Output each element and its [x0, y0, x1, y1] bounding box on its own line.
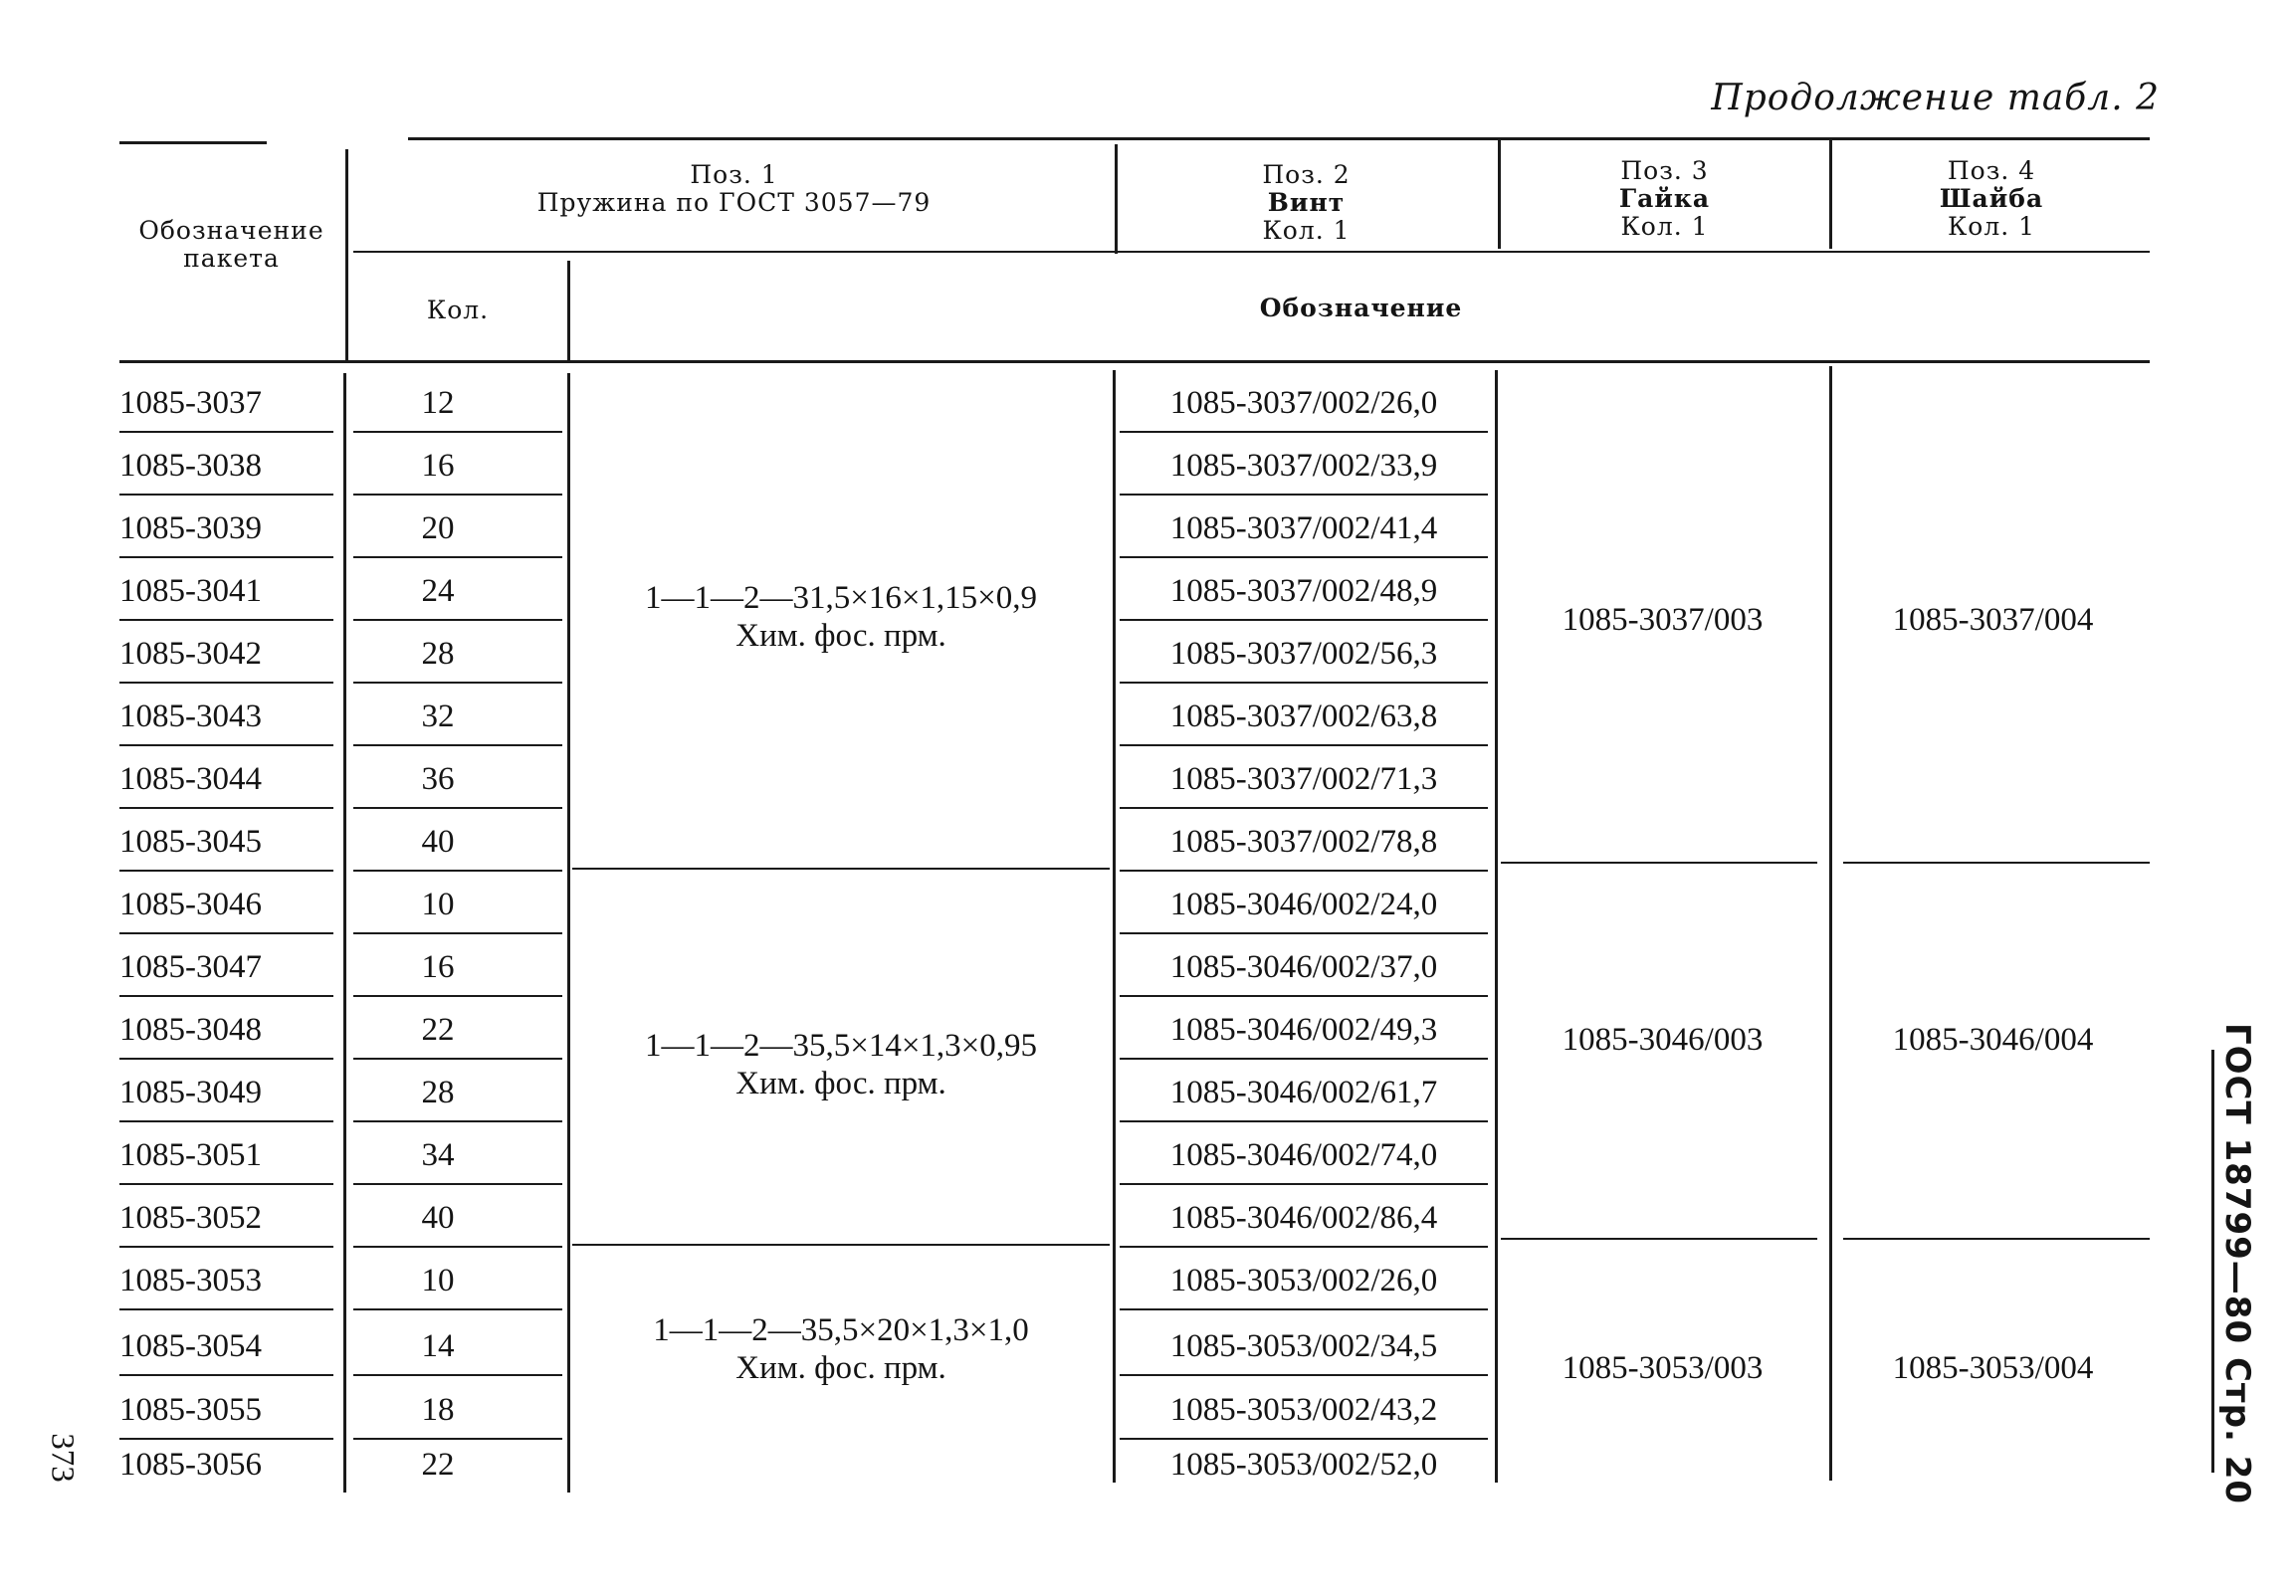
header-pos4 [1833, 157, 2150, 241]
header-pos2-line-3: Кол. 1 [1262, 216, 1351, 245]
row-qty: 22 [421, 1447, 455, 1483]
group-nut-designation: 1085-3046/003 [1562, 1022, 1764, 1058]
row-screw-designation: 1085-3037/002/63,8 [1169, 698, 1438, 734]
row-designation: 1085-3038 [119, 448, 262, 484]
row-screw-designation: 1085-3053/002/43,2 [1169, 1392, 1438, 1428]
group-separator-1-nut [1501, 862, 1817, 864]
table-caption: Продолжение табл. 2 [1711, 78, 2160, 118]
header-top-rule-left [119, 141, 267, 144]
header-package-line-2: пакета [183, 244, 280, 273]
row-screw-designation: 1085-3037/002/41,4 [1169, 510, 1438, 546]
header-vline-2 [1115, 144, 1118, 254]
row-rule [353, 556, 562, 558]
group-separator-1-spring [572, 868, 1110, 870]
row-qty: 28 [421, 1075, 455, 1110]
row-rule [1120, 1374, 1488, 1376]
header-pos3 [1503, 157, 1826, 241]
row-qty: 20 [421, 510, 455, 546]
group-washer-designation: 1085-3037/004 [1892, 602, 2094, 638]
body-vline-3 [1113, 370, 1116, 1483]
row-rule [353, 1374, 562, 1376]
row-rule [119, 682, 333, 684]
row-rule [119, 807, 333, 809]
row-rule [119, 1183, 333, 1185]
header-designation-label: Обозначение [1259, 294, 1463, 322]
row-qty: 10 [421, 1263, 455, 1298]
group-separator-1-washer [1843, 862, 2150, 864]
header-qty-label: Кол. [426, 296, 490, 324]
group-separator-2-nut [1501, 1238, 1817, 1240]
row-designation: 1085-3041 [119, 573, 262, 609]
row-rule [1120, 1308, 1488, 1310]
header-pos4-line-1: Поз. 4 [1947, 156, 2036, 185]
row-screw-designation: 1085-3046/002/24,0 [1169, 887, 1438, 922]
row-rule [1120, 995, 1488, 997]
side-label: ГОСТ 18799—80 Стр. 20 [2217, 1022, 2257, 1505]
row-screw-designation: 1085-3053/002/52,0 [1169, 1447, 1438, 1483]
group-washer-designation: 1085-3046/004 [1892, 1022, 2094, 1058]
header-bottom-rule [119, 360, 2150, 363]
row-rule [119, 494, 333, 496]
header-pos3-line-1: Поз. 3 [1620, 156, 1709, 185]
row-rule [353, 744, 562, 746]
group-nut-designation: 1085-3037/003 [1562, 602, 1764, 638]
row-qty: 28 [421, 636, 455, 672]
row-qty: 14 [421, 1328, 455, 1364]
row-rule [119, 1058, 333, 1060]
row-designation: 1085-3053 [119, 1263, 262, 1298]
row-rule [119, 744, 333, 746]
row-qty: 40 [421, 1200, 455, 1236]
row-rule [1120, 1183, 1488, 1185]
row-rule [353, 494, 562, 496]
row-qty: 12 [421, 385, 455, 421]
row-designation: 1085-3039 [119, 510, 262, 546]
row-rule [353, 995, 562, 997]
row-qty: 16 [421, 448, 455, 484]
header-vline-3 [1498, 139, 1501, 249]
group-spring-line: Хим. фос. прм. [735, 618, 946, 654]
row-screw-designation: 1085-3053/002/26,0 [1169, 1263, 1438, 1298]
header-qty [348, 297, 567, 324]
group-spring [572, 579, 1110, 655]
row-rule [1120, 682, 1488, 684]
header-pos1-line-1: Поз. 1 [690, 160, 778, 189]
row-screw-designation: 1085-3037/002/78,8 [1169, 824, 1438, 860]
row-rule [353, 682, 562, 684]
row-designation: 1085-3044 [119, 761, 262, 797]
page-number: 373 [44, 1433, 81, 1483]
row-rule [1120, 1246, 1488, 1248]
group-spring [572, 1311, 1110, 1387]
header-pos3-line-3: Кол. 1 [1620, 212, 1709, 241]
header-mid-rule [353, 251, 2150, 253]
row-rule [1120, 932, 1488, 934]
row-rule [119, 995, 333, 997]
row-qty: 16 [421, 949, 455, 985]
row-rule [353, 1183, 562, 1185]
row-rule [1120, 431, 1488, 433]
row-rule [353, 431, 562, 433]
header-vline-1 [345, 149, 348, 360]
row-screw-designation: 1085-3037/002/56,3 [1169, 636, 1438, 672]
row-rule [1120, 744, 1488, 746]
row-rule [353, 932, 562, 934]
row-rule [119, 1374, 333, 1376]
row-qty: 36 [421, 761, 455, 797]
row-rule [119, 619, 333, 621]
group-nut-designation: 1085-3053/003 [1562, 1350, 1764, 1386]
row-designation: 1085-3046 [119, 887, 262, 922]
row-designation: 1085-3037 [119, 385, 262, 421]
row-screw-designation: 1085-3046/002/86,4 [1169, 1200, 1438, 1236]
row-rule [119, 556, 333, 558]
row-designation: 1085-3048 [119, 1012, 262, 1048]
row-rule [1120, 556, 1488, 558]
row-screw-designation: 1085-3046/002/61,7 [1169, 1075, 1438, 1110]
row-designation: 1085-3051 [119, 1137, 262, 1173]
row-screw-designation: 1085-3046/002/37,0 [1169, 949, 1438, 985]
group-washer-designation: 1085-3053/004 [1892, 1350, 2094, 1386]
row-screw-designation: 1085-3037/002/48,9 [1169, 573, 1438, 609]
group-separator-2-spring [572, 1244, 1110, 1246]
row-qty: 24 [421, 573, 455, 609]
header-pos2-line-1: Поз. 2 [1262, 160, 1351, 189]
group-spring-line: 1—1—2—35,5×14×1,3×0,95 [644, 1028, 1038, 1064]
row-qty: 32 [421, 698, 455, 734]
row-designation: 1085-3045 [119, 824, 262, 860]
row-designation: 1085-3056 [119, 1447, 262, 1483]
header-package-line-1: Обозначение [138, 216, 324, 245]
header-pos4-line-3: Кол. 1 [1947, 212, 2036, 241]
group-spring-line: Хим. фос. прм. [735, 1066, 946, 1101]
row-designation: 1085-3054 [119, 1328, 262, 1364]
body-vline-2 [567, 373, 570, 1493]
body-vline-4 [1495, 370, 1498, 1483]
row-screw-designation: 1085-3037/002/26,0 [1169, 385, 1438, 421]
body-vline-1 [343, 373, 346, 1493]
row-rule [353, 1308, 562, 1310]
header-pos1-line-2: Пружина по ГОСТ 3057—79 [536, 188, 932, 217]
header-pos1 [358, 161, 1110, 217]
header-pos2 [1120, 161, 1493, 245]
row-rule [353, 870, 562, 872]
row-rule [1120, 870, 1488, 872]
row-qty: 10 [421, 887, 455, 922]
row-rule [353, 1058, 562, 1060]
header-pos2-line-2: Винт [1267, 188, 1346, 217]
body-vline-5 [1829, 366, 1832, 1481]
header-top-rule [408, 137, 2150, 140]
row-designation: 1085-3043 [119, 698, 262, 734]
row-rule [1120, 494, 1488, 496]
row-screw-designation: 1085-3037/002/33,9 [1169, 448, 1438, 484]
side-label-rule [2211, 1050, 2214, 1473]
header-package-designation [119, 217, 343, 273]
row-designation: 1085-3042 [119, 636, 262, 672]
row-rule [1120, 619, 1488, 621]
row-rule [119, 1438, 333, 1440]
row-qty: 18 [421, 1392, 455, 1428]
group-separator-2-washer [1843, 1238, 2150, 1240]
row-rule [119, 1246, 333, 1248]
row-rule [1120, 807, 1488, 809]
header-vline-4 [1829, 139, 1832, 249]
row-rule [353, 807, 562, 809]
row-designation: 1085-3055 [119, 1392, 262, 1428]
header-pos4-line-2: Шайба [1939, 184, 2044, 213]
row-designation: 1085-3047 [119, 949, 262, 985]
row-rule [1120, 1438, 1488, 1440]
row-qty: 34 [421, 1137, 455, 1173]
row-rule [119, 1308, 333, 1310]
group-spring-line: 1—1—2—35,5×20×1,3×1,0 [653, 1312, 1029, 1348]
group-spring-line: 1—1—2—31,5×16×1,15×0,9 [644, 580, 1038, 616]
row-screw-designation: 1085-3046/002/49,3 [1169, 1012, 1438, 1048]
header-pos3-line-2: Гайка [1618, 184, 1711, 213]
group-spring-line: Хим. фос. прм. [735, 1350, 946, 1386]
row-qty: 22 [421, 1012, 455, 1048]
row-qty: 40 [421, 824, 455, 860]
row-rule [119, 932, 333, 934]
header-vline-qty [567, 261, 570, 360]
row-screw-designation: 1085-3037/002/71,3 [1169, 761, 1438, 797]
group-spring [572, 1027, 1110, 1102]
row-designation: 1085-3052 [119, 1200, 262, 1236]
row-rule [1120, 1058, 1488, 1060]
row-rule [119, 431, 333, 433]
row-rule [119, 1120, 333, 1122]
row-rule [353, 619, 562, 621]
row-rule [353, 1120, 562, 1122]
row-rule [1120, 1120, 1488, 1122]
row-rule [119, 870, 333, 872]
row-designation: 1085-3049 [119, 1075, 262, 1110]
row-rule [353, 1246, 562, 1248]
row-screw-designation: 1085-3046/002/74,0 [1169, 1137, 1438, 1173]
row-rule [353, 1438, 562, 1440]
header-designation [572, 295, 2150, 322]
row-screw-designation: 1085-3053/002/34,5 [1169, 1328, 1438, 1364]
